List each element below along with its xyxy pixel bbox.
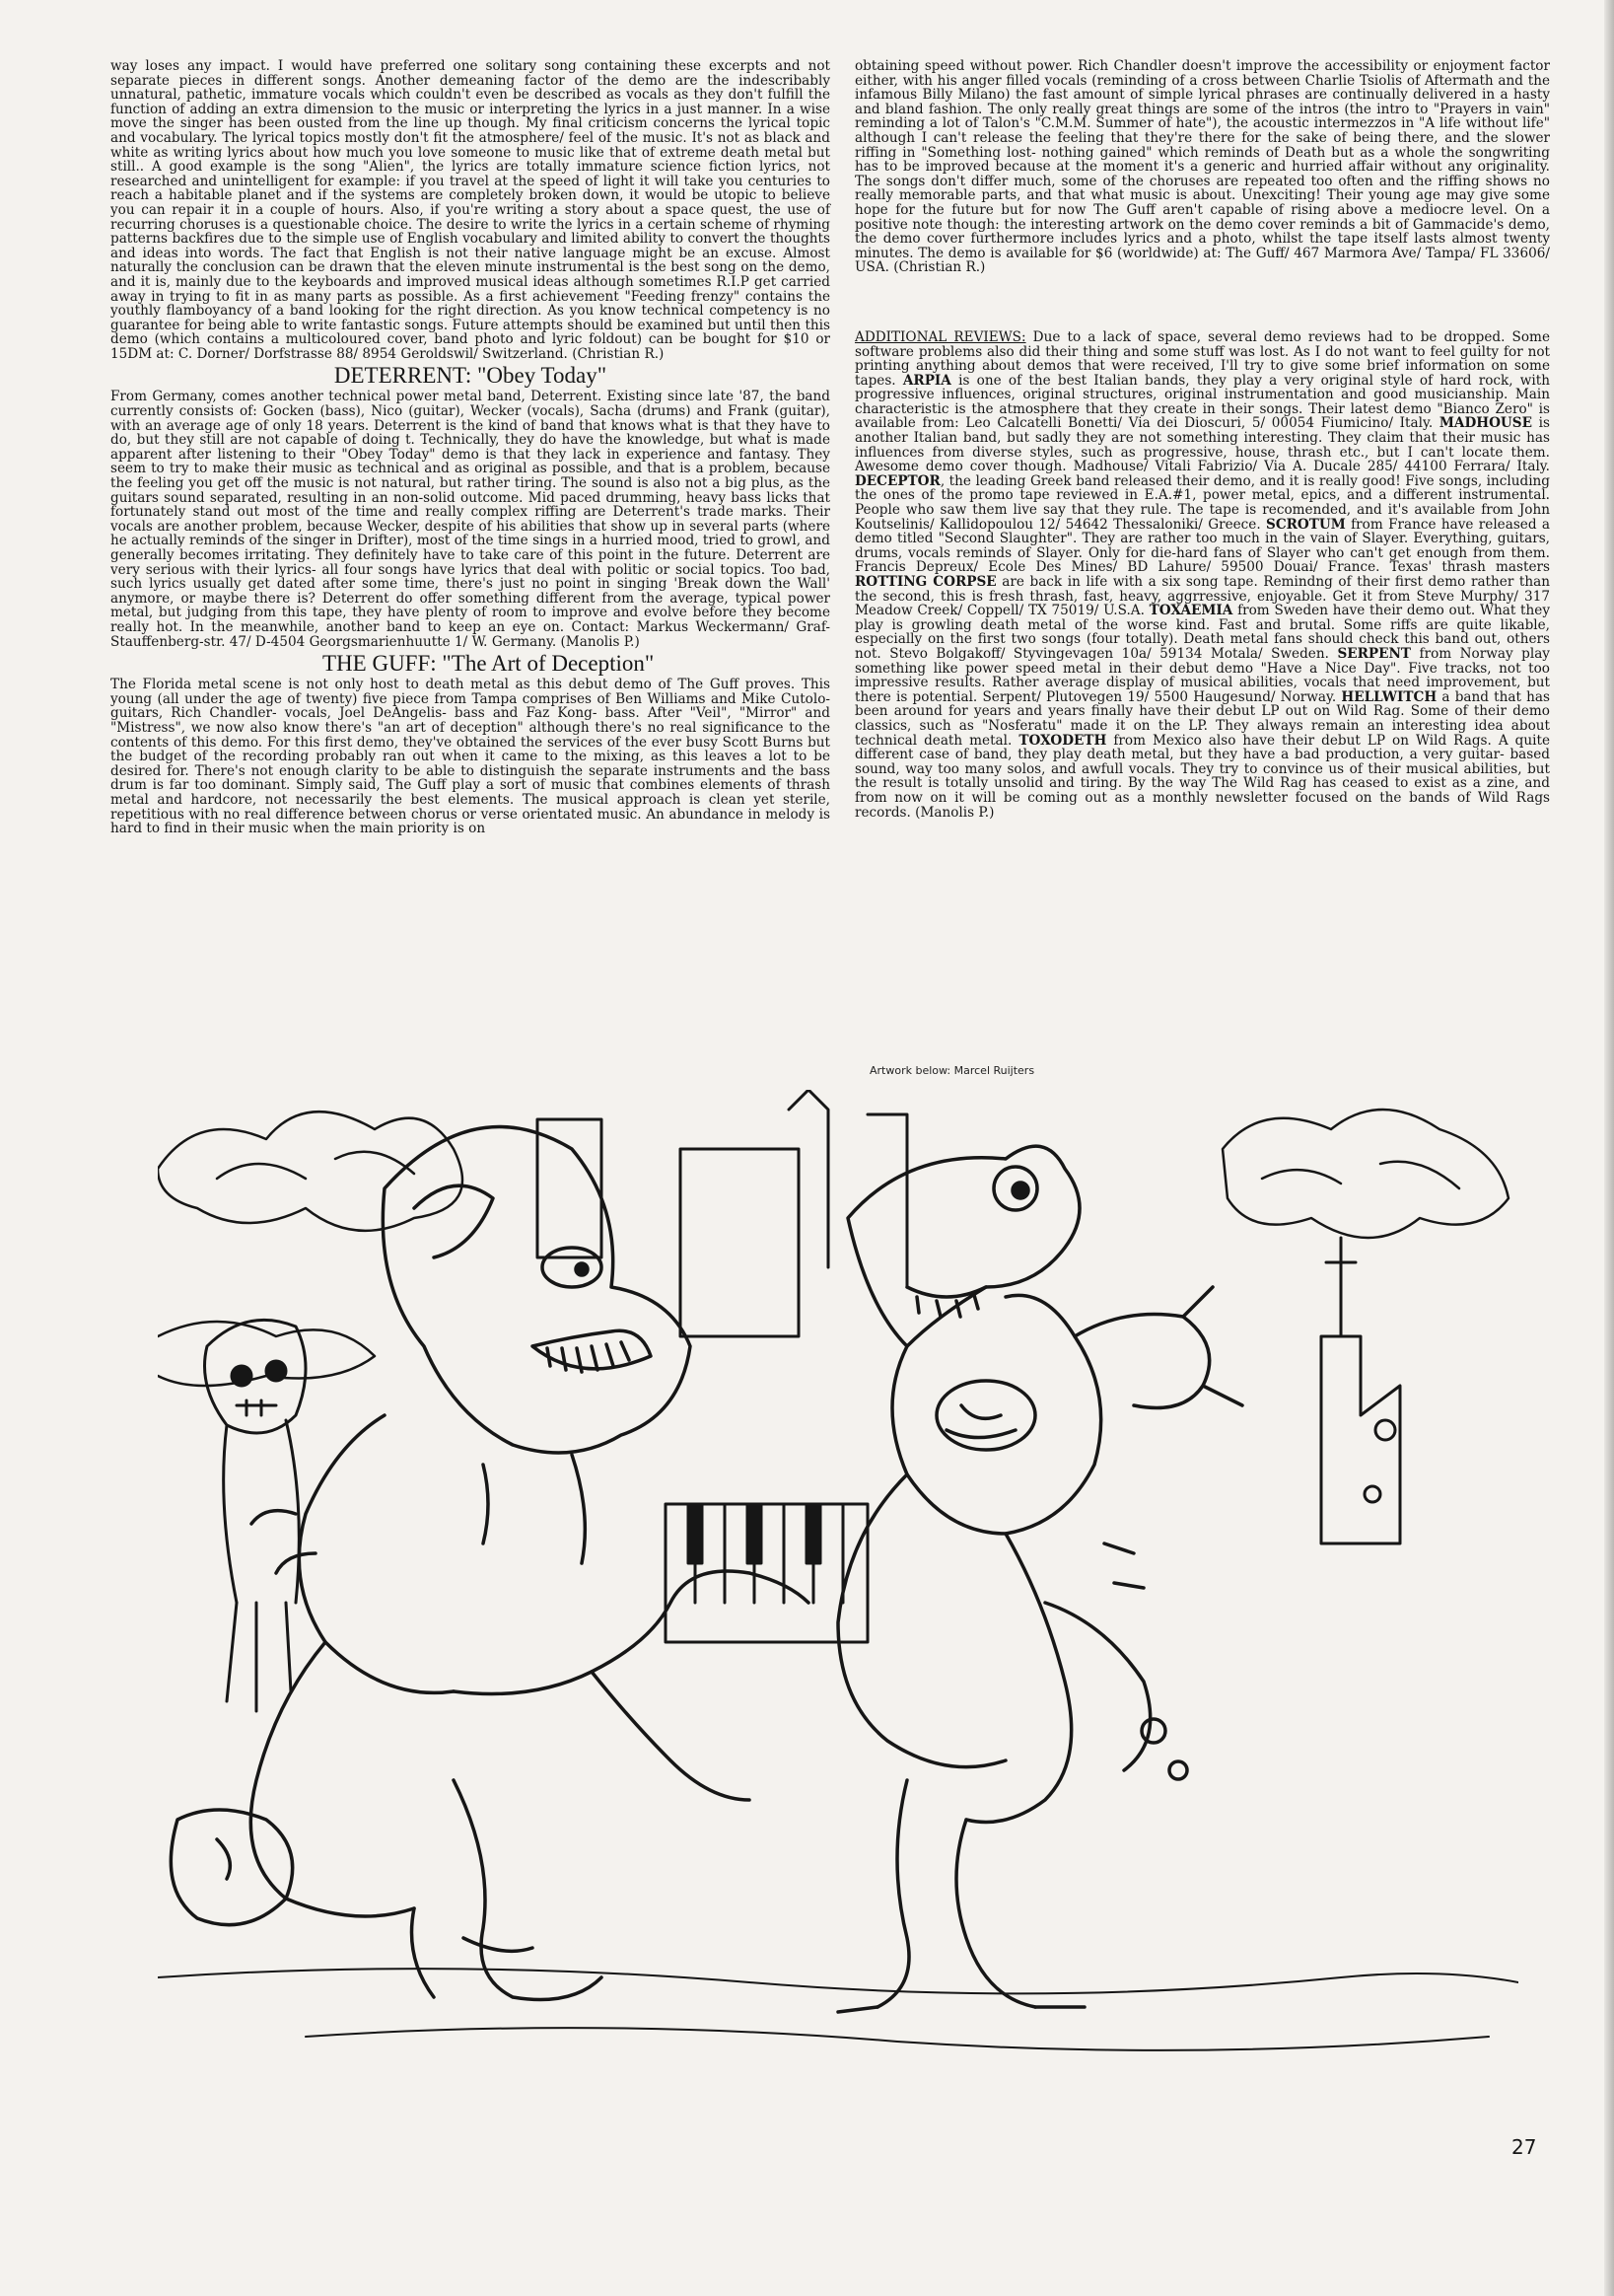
band-name-scrotum: SCROTUM: [1266, 516, 1346, 533]
additional-text-1: Due to a lack of space, several demo reviews had to be dropped. Some software problems also did their thing and some stuff was lost. As I do not want to feel guilty for not printing anything about demos that were received, I'll try to give some brief information on some tapes.: [855, 328, 1550, 389]
band-name-serpent: SERPENT: [1337, 645, 1412, 662]
artwork-illustration: [158, 1090, 1518, 2076]
additional-text-10: from Mexico also have their debut LP on Wild Rags. A quite different case of band, they play death metal, but they have a bad production, a very guitar- based sound, way too many solos, and awfull vocals. They try to convince us of their musical abilities, but the result is totally unsolid and tiring. By the way The Wild Rag has ceased to exist as a zine, and from now on it will be coming out as a monthly newsletter focused on the bands of Wild Rags records. (Manolis P.): [855, 732, 1550, 821]
deterrent-review-text: From Germany, comes another technical power metal band, Deterrent. Existing since late '87, the band currently consists of: Gocken (bass), Nico (guitar), Wecker (vocals), Sacha (drums) and Frank (guitar), with an average age of only 18 years. Deterrent is the kind of band that knows what is that they have to do, but they still are not capable of doing t. Technically, they do have the knowledge, but what is made apparent after listening to their "Obey Today" demo is that they lack in experience and fantasy. They seem to try to make their music as technical and as original as possible, and that is a problem, because the feeling you get off the music is not natural, but rather tiring. The sound is also not a big plus, as the guitars sound separated, resulting in an non-solid outcome. Mid paced drumming, heavy bass licks that fortunately stand out most of the time and really complex riffing are Deterrent's trade marks. Their vocals are another problem, because Wecker, despite of his abilities that show up in several parts (where he actually reminds of the singer in Drifter), most of the time sings in a hurried mood, tried to growl, and generally becomes irritating. They definitely have to take care of this point in the future. Deterrent are very serious with their lyrics- all four songs have lyrics that deal with politic or social topics. Too bad, such lyrics usually get dated after some time, there's just no point in singing 'Break down the Wall' anymore, or maybe there is? Deterrent do offer something different from the average, typical power metal, but judging from this tape, they have plenty of room to improve and evolve before they become really hot. In the meanwhile, another band to keep an eye on. Contact: Markus Weckermann/ Graf-Stauffenberg-str. 47/ D-4504 Georgsmarienhuutte 1/ W. Germany. (Manolis P.): [110, 389, 830, 650]
ground-lines: [158, 1969, 1518, 2050]
band-name-hellwitch: HELLWITCH: [1341, 688, 1438, 705]
guff-review-continued: obtaining speed without power. Rich Chandler doesn't improve the accessibility or enjoyment factor either, with his anger filled vocals (reminding of a cross between Charlie Tsiolis of Aftermath and the infamous Billy Milano) the fast amount of simple lyrical phrases are continually delivered in a hasty and bland fashion. The only really great things are some of the intros (the intro to "Prayers in vain" reminding a lot of Talon's "C.M.M. Summer of hate"), the acoustic intermezzos in "A life without life" although I can't release the feeling that they're there for the sake of being there, and the slower riffing in "Something lost- nothing gained" which reminds of Death but as a whole the songwriting has to be improved because at the moment it's a generic and hurried affair without any originality. The songs don't differ much, some of the choruses are repeated too often and the riffing shows no really memorable parts, and that what music is about. Unexciting! Their young age may give some hope for the future but for now The Guff aren't capable of rising above a mediocre level. On a positive note though: the interesting artwork on the demo cover reminds a bit of Gammacide's demo, the demo cover furthermore includes lyrics and a photo, whilst the tape itself lasts almost twenty minutes. The demo is available for $6 (worldwide) at: The Guff/ 467 Marmora Ave/ Tampa/ FL 33606/ USA. (Christian R.): [855, 58, 1550, 276]
deterrent-heading: DETERRENT: "Obey Today": [333, 363, 607, 389]
additional-reviews-heading: ADDITIONAL REVIEWS:: [855, 328, 1026, 345]
page-number: 27: [1511, 2135, 1537, 2159]
additional-text-7: from Sweden have their demo out. What they play is growling death metal of the worse kind. Fast and brutal. Some riffs are quite likable, especially on the first two songs (four totally). Death metal fans should check this band out, others not. Stevo Bolgakoff/ Styvingevagen 10a/ 59134 Motala/ Sweden.: [855, 603, 1551, 662]
right-creature: [838, 1146, 1242, 2012]
additional-text-8: from Norway play something like power speed metal in their debut demo "Have a Nice Day". Five tracks, not too impressive results. Rather average display of musical abilities, vocals that need improvement, but there is potential. Serpent/ Plutovegen 19/ 5500 Haugesund/ Norway.: [855, 645, 1550, 705]
artwork-credit: Artwork below: Marcel Ruijters: [870, 1064, 1035, 1077]
band-name-deceptor: DECEPTOR: [855, 472, 941, 489]
additional-text-4: , the leading Greek band released their demo, and it is really good! Five songs, including the ones of the promo tape reviewed in E.A.#1, power metal, epics, and a different instrumental. People who saw them live say that they rule. The tape is recomended, and it's available from John Koutselinis/ Kallidopoulou 12/ 54642 Thessaloniki/ Greece.: [855, 472, 1550, 533]
additional-text-9: a band that has been around for years and years finally have their debut LP out on Wild Rag. Some of their demo classics, such as "Nosferatu" made it on the LP. They always remain an interesting idea about technical death metal.: [855, 688, 1550, 749]
band-name-toxodeth: TOXODETH: [1018, 732, 1107, 749]
additional-text-5: from France have released a demo titled "Second Slaughter". They are rather too much in the vain of Slayer. Everything, guitars, drums, vocals reminds of Slayer. Only for die-hard fans of Slayer who can't get enough from them. Francis Depreux/ Ecole Des Mines/ BD Lahure/ 59500 Douai/ France. Texas' thrash masters: [855, 516, 1550, 576]
intro-review-text: way loses any impact. I would have preferred one solitary song containing these excerpts and not separate pieces in different songs. Another demeaning factor of the demo are the indescribably unnatural, pathetic, immature vocals which couldn't even be described as vocals as they don't fulfill the function of adding an extra dimension to the music or interpreting the lyrics in a just manner. In a wise move the singer has been ousted from the line up though. My final criticism concerns the lyrical topic and vocabulary. The lyrical topics mostly don't fit the atmosphere/ feel of the music. It's not as black and white as writing lyrics about how much you love someone to music like that of extreme death metal but still.. A good example is the song "Alien", the lyrics are totally immature science fiction lyrics, not researched and unintelligent for example: if you travel at the speed of light it will take you centuries to reach a habitable planet and if the systems are completely broken down, it would be utopic to believe you can repair it in a couple of hours. Also, if you're writing a story about a space quest, the use of recurring choruses is a questionable choice. The desire to write the lyrics in a certain scheme of rhyming patterns backfires due to the simple use of English vocabulary and limited ability to convert the thoughts and ideas into words. The fact that English is not their native language might be an excuse. Almost naturally the conclusion can be drawn that the eleven minute instrumental is the best song on the demo, and it is, mainly due to the keyboards and improved musical ideas although sometimes R.I.P get carried away in trying to fit in as many parts as possible. As a first achievement "Feeding frenzy" contains the youthly flamboyancy of a band looking for the right direction. As you know technical competency is no guarantee for being able to write fantastic songs. Future attempts should be examined but until then this demo (which contains a multicoloured cover, band photo and lyric foldout) can be bought for $10 or 15DM at: C. Dorner/ Dorfstrasse 88/ 8954 Geroldswil/ Switzerland. (Christian R.): [110, 58, 830, 362]
sky-clouds: [158, 1110, 1509, 1386]
band-name-madhouse: MADHOUSE: [1439, 415, 1532, 432]
right-column: [855, 59, 1550, 820]
band-name-rotting-corpse: ROTTING CORPSE: [855, 574, 997, 590]
page-edge-shadow: [1604, 0, 1614, 2296]
additional-text-3: is another Italian band, but sadly they are not something interesting. They claim that their music has influences from diverse styles, such as progressive, house, thrash etc., but I can't locate them. Awesome demo cover though. Madhouse/ Vitali Fabrizio/ Via A. Ducale 285/ 44100 Ferrara/ Italy.: [855, 415, 1550, 475]
band-name-arpia: ARPIA: [902, 372, 951, 389]
guff-heading: THE GUFF: "The Art of Deception": [322, 651, 655, 677]
additional-reviews-text: [855, 330, 1550, 820]
additional-text-6: are back in life with a six song tape. Remindng of their first demo rather than the second, this is fresh thrash, fast, heavy, aggrressive, enjoyable. Get it from Steve Murphy/ 317 Meadow Creek/ Coppell/ TX 75019/ U.S.A.: [855, 574, 1550, 619]
band-name-toxaemia: TOXAEMIA: [1149, 603, 1233, 619]
column-spacer: [855, 275, 1550, 330]
guff-review-text: The Florida metal scene is not only host to death metal as this debut demo of The Guff proves. This young (all under the age of twenty) five piece from Tampa comprises of Ben Williams and Mike Cutolo- guitars, Rich Chandler- vocals, Joel DeAngelis- bass and Faz Kong- bass. After "Veil", "Mirror" and "Mistress", we now also know there's "an art of deception" although there's no real significance to the contents of this demo. For this first demo, they've obtained the services of the ever busy Scott Burns but the budget of the recording probably ran out when it came to the mixing, as this leaves a lot to be desired for. There's not enough clarity to be able to distinguish the separate instruments and the bass drum is far too dominant. Simply said, The Guff play a sort of music that combines elements of thrash metal and hardcore, not necessarily the best elements. The musical approach is clean yet sterile, repetitious with no real difference between chorus or verse orientated music. An abundance in melody is hard to find in their music when the main priority is on: [110, 677, 830, 837]
left-column: [110, 59, 830, 836]
left-creature: [171, 1127, 808, 2000]
additional-text-2: is one of the best Italian bands, they play a very original style of hard rock, with progressive influences, original structures, original instrumentation and good musicianship. Main characteristic is the atmosphere that they create in their songs. Their latest demo "Bianco Zero" is available from: Leo Calcatelli Bonetti/ Via dei Dioscuri, 5/ 00054 Fiumicino/ Italy.: [855, 372, 1550, 432]
